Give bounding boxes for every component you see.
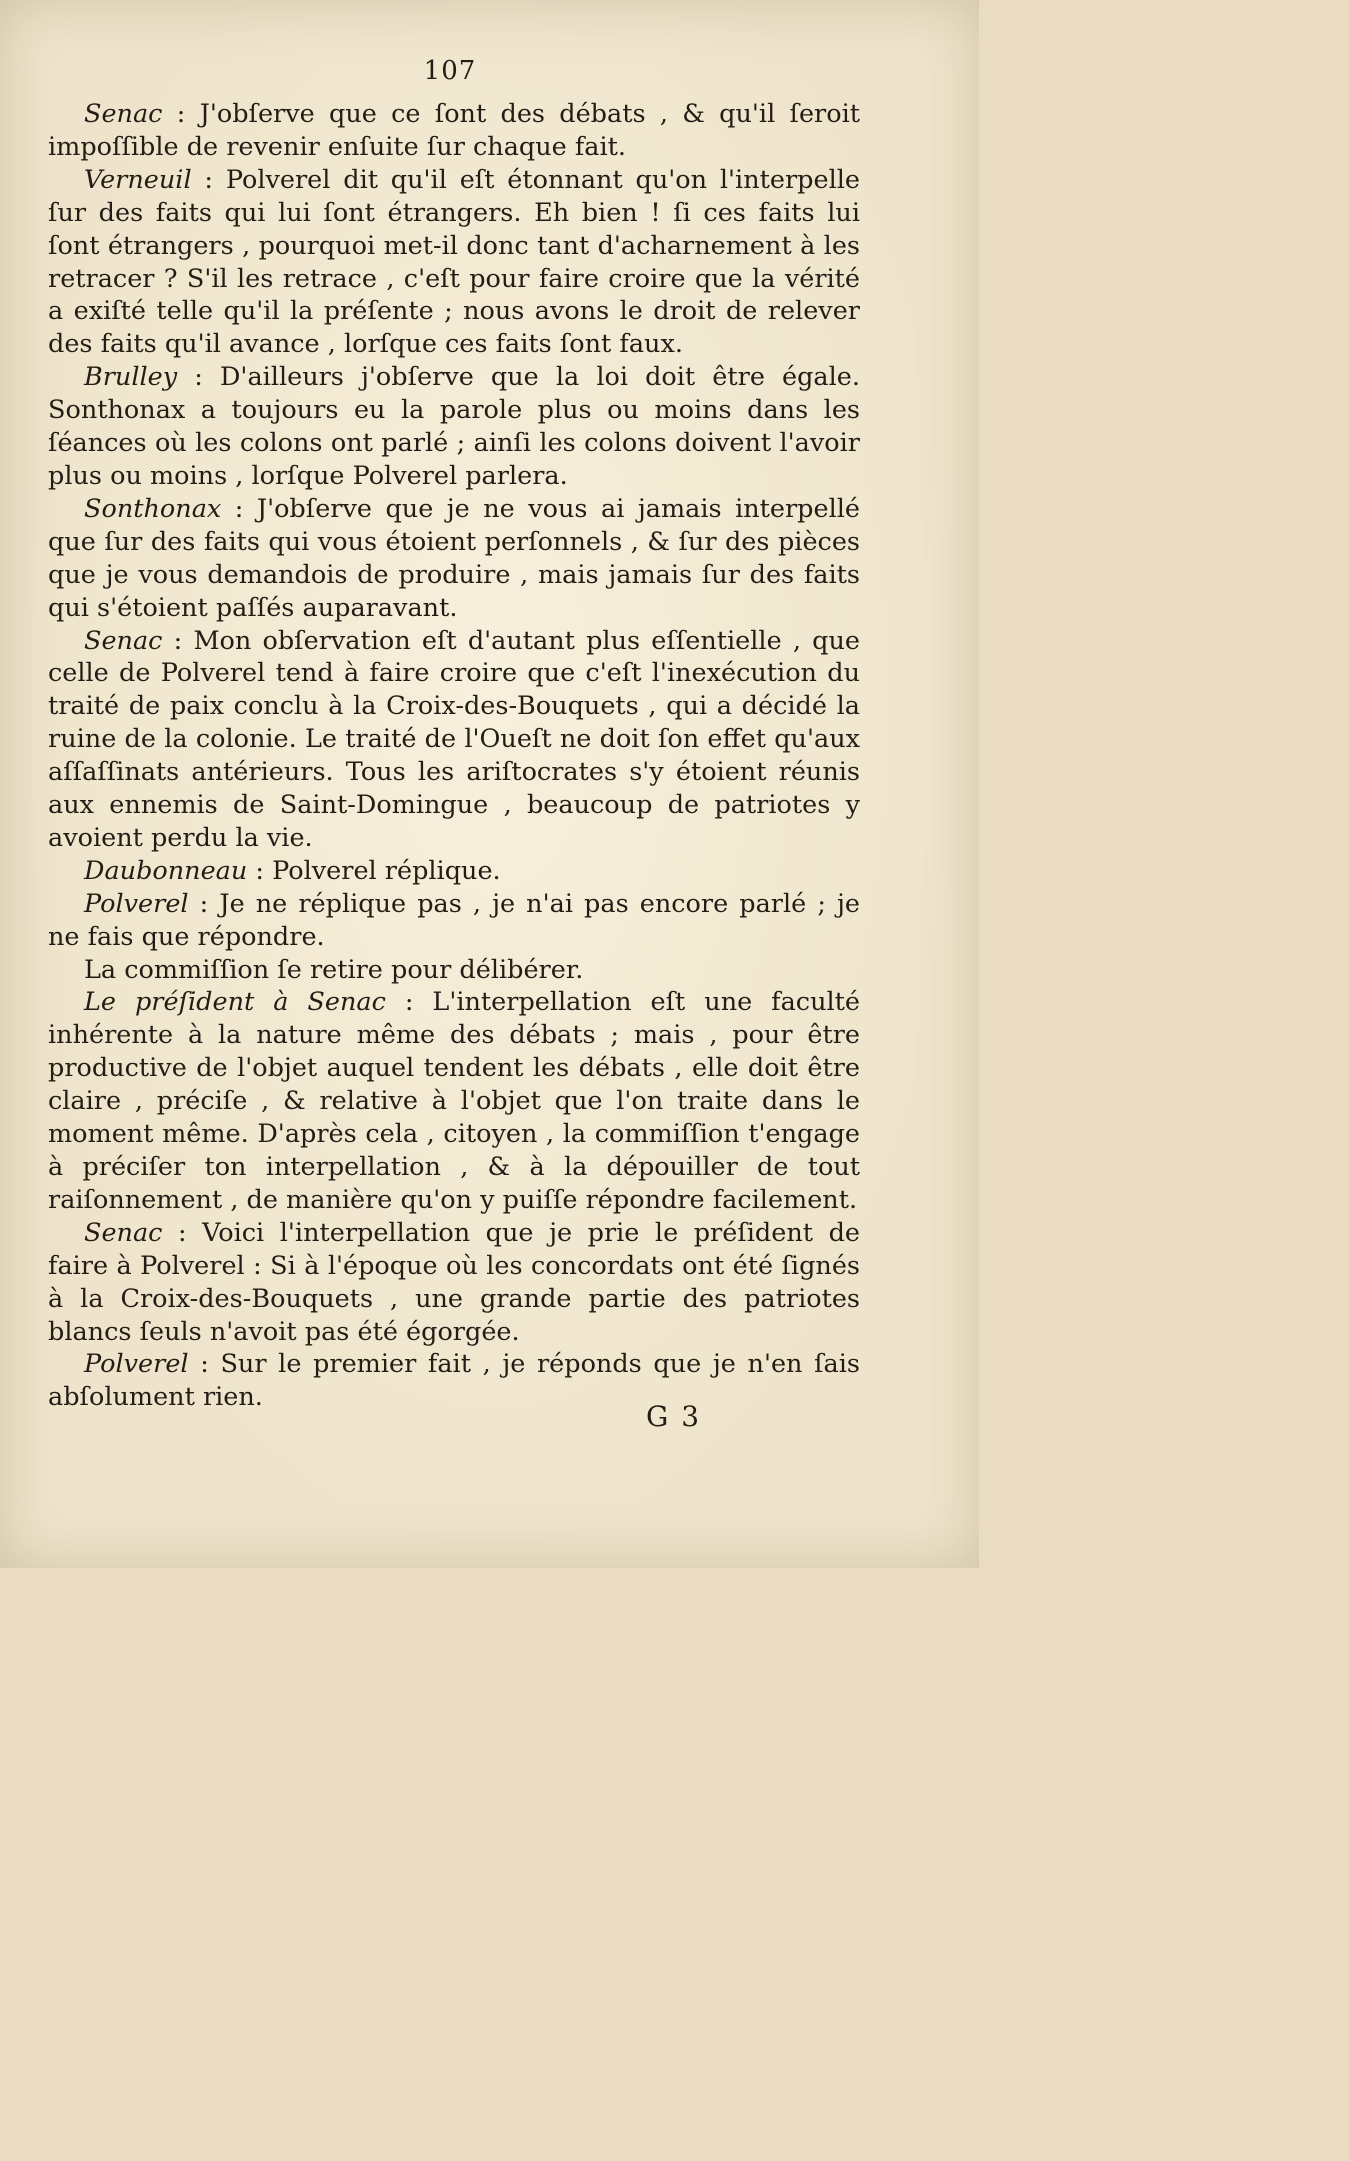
speaker-name: Le préſident à Senac (84, 987, 386, 1018)
paragraph-text: Sur le premier fait , je réponds que je n'en ſais abſolument rien. (48, 1349, 860, 1413)
debate-transcript (48, 98, 860, 1414)
page-number: 107 (423, 56, 477, 86)
paragraph-commission (48, 954, 860, 987)
speaker-separator: : (221, 493, 257, 524)
paragraph-text: Voici l'interpellation que je prie le préſident de faire à Polverel : Si à l'époque où les concordats ont été ſignés à la Croix-des-Bouquets , une grande partie des patriotes blancs ſeuls n'avoit pas été égorgée. (48, 1217, 860, 1347)
speaker-separator: : (188, 1349, 221, 1380)
paragraph-text: Je ne réplique pas , je n'ai pas encore parlé ; je ne fais que répondre. (48, 888, 861, 952)
paragraph-text: J'obſerve que je ne vous ai jamais interpellé que ſur des faits qui vous étoient perſonnels , & ſur des pièces que je vous demandois de produire , mais jamais ſur des faits qui s'étoient paſſés auparavant. (48, 493, 860, 623)
speaker-name: Verneuil (84, 164, 192, 195)
paragraph-text: Polverel réplique. (272, 855, 501, 886)
speaker-separator: : (162, 99, 200, 129)
paragraph-text: J'obſerve que ce ſont des débats , & qu'il ſeroit impoſſible de revenir enſuite ſur chaque fait. (48, 99, 860, 162)
speaker-separator: : (247, 855, 273, 886)
paragraph-text: D'ailleurs j'obſerve que la loi doit être égale. Sonthonax a toujours eu la parole plus ou moins dans les ſéances où les colons ont parlé ; ainſi les colons doivent l'avoir plus ou moins , lorſque Polverel parlera. (48, 362, 860, 491)
paragraph-president (48, 986, 860, 1216)
paragraph-senac-2 (48, 625, 860, 855)
paragraph-sonthonax (48, 493, 860, 625)
signature-mark: G 3 (646, 1400, 702, 1433)
paragraph-polverel-1 (48, 888, 860, 954)
speaker-name: Senac (84, 1217, 163, 1248)
paragraph-polverel-2 (48, 1348, 860, 1414)
speaker-separator: : (162, 625, 194, 656)
paragraph-senac-3 (48, 1217, 860, 1349)
speaker-name: Senac (84, 99, 163, 129)
speaker-separator: : (191, 164, 226, 195)
speaker-name: Sonthonax (84, 493, 222, 524)
speaker-name: Polverel (84, 1349, 189, 1380)
speaker-separator: : (385, 987, 433, 1018)
paragraph-verneuil (48, 164, 860, 361)
paragraph-senac-1 (48, 98, 860, 164)
paragraph-text: Polverel dit qu'il eſt étonnant qu'on l'interpelle ſur des faits qui lui ſont étrangers. Eh bien ! ſi ces faits lui ſont étrangers , pourquoi met-il donc tant d'acharnement à les retracer ? S'il les retrace , c'eſt pour faire croire que la vérité a exiſté telle qu'il la préſente ; nous avons le droit de relever des faits qu'il avance , lorſque ces faits ſont faux. (48, 164, 860, 360)
speaker-separator: : (177, 362, 220, 393)
speaker-name: Daubonneau (84, 855, 248, 886)
speaker-separator: : (162, 1217, 203, 1248)
paragraph-brulley (48, 361, 860, 493)
paragraph-text: Mon obſervation eſt d'autant plus eſſentielle , que celle de Polverel tend à faire croire que c'eſt l'inexécution du traité de paix conclu à la Croix-des-Bouquets , qui a décidé la ruine de la colonie. Le traité de l'Oueſt ne doit ſon effet qu'aux aſſaſſinats antérieurs. Tous les ariſtocrates s'y étoient réunis aux ennemis de Saint-Domingue , beaucoup de patriotes y avoient perdu la vie. (48, 625, 860, 853)
paragraph-text: La commiſſion ſe retire pour délibérer. (84, 954, 584, 985)
paragraph-daubonneau (48, 855, 860, 888)
speaker-name: Senac (84, 625, 163, 656)
speaker-separator: : (188, 888, 220, 919)
speaker-name: Polverel (84, 888, 189, 919)
speaker-name: Brulley (84, 362, 178, 393)
paragraph-text: L'interpellation eſt une faculté inhérente à la nature même des débats ; mais , pour être productive de l'objet auquel tendent les débats , elle doit être claire , préciſe , & relative à l'objet que l'on traite dans le moment même. D'après cela , citoyen , la commiſſion t'engage à préciſer ton interpellation , & à la dépouiller de tout raiſonnement , de manière qu'on y puiſſe répondre facilement. (48, 987, 861, 1215)
